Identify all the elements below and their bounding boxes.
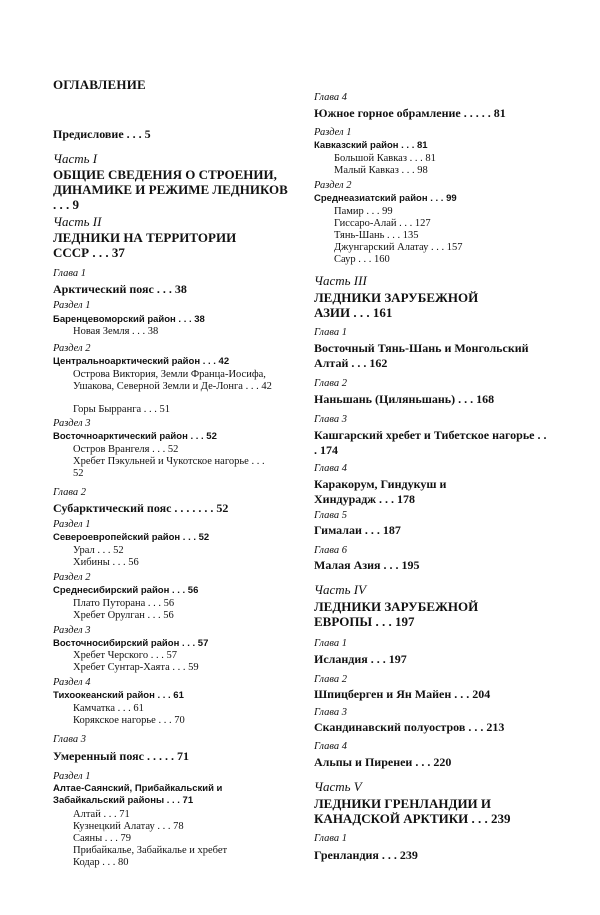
chapter-label: Глава 3 <box>314 414 347 425</box>
section-label: Раздел 3 <box>53 625 91 636</box>
section-label: Раздел 4 <box>53 677 91 688</box>
chapter-label: Глава 3 <box>314 707 347 718</box>
toc-entry-subsection[interactable]: Алтай . . . 71 <box>73 809 130 820</box>
toc-entry-subsection[interactable]: Прибайкалье, Забайкалье и хребет Кодар . . . 80 <box>73 845 228 868</box>
part-label: Часть II <box>53 214 102 229</box>
toc-entry-chapter[interactable]: Гималаи . . . 187 <box>314 523 401 537</box>
toc-entry-chapter[interactable]: Субарктический пояс . . . . . . . 52 <box>53 501 229 515</box>
toc-entry-part-2[interactable]: ЛЕДНИКИ НА ТЕРРИТОРИИ СССР . . . 37 <box>53 230 237 260</box>
toc-entry-chapter[interactable]: Восточный Тянь-Шань и Монгольский Алтай . . . 162 <box>314 341 529 370</box>
toc-entry-subsection[interactable]: Малый Кавказ . . . 98 <box>334 165 428 176</box>
toc-entry-section[interactable]: Кавказский район . . . 81 <box>314 140 428 151</box>
toc-entry-subsection[interactable]: Большой Кавказ . . . 81 <box>334 153 436 164</box>
chapter-label: Глава 1 <box>314 638 347 649</box>
toc-entry-subsection[interactable]: Саур . . . 160 <box>334 254 390 265</box>
toc-entry-section[interactable]: Среднеазиатский район . . . 99 <box>314 193 457 204</box>
section-label: Раздел 1 <box>53 300 91 311</box>
toc-entry-subsection[interactable]: Горы Бырранга . . . 51 <box>73 404 171 415</box>
toc-entry-chapter[interactable]: Исландия . . . 197 <box>314 652 407 666</box>
toc-entry-part-5[interactable]: ЛЕДНИКИ ГРЕНЛАНДИИ И КАНАДСКОЙ АРКТИКИ . . . 239 <box>314 796 511 826</box>
toc-entry-section[interactable]: Восточносибирский район . . . 57 <box>53 638 209 649</box>
toc-entry-chapter[interactable]: Арктический пояс . . . 38 <box>53 282 187 296</box>
toc-entry-section[interactable]: Баренцевоморский район . . . 38 <box>53 314 205 325</box>
toc-entry-subsection[interactable]: Памир . . . 99 <box>334 206 393 217</box>
toc-entry-subsection[interactable]: Урал . . . 52 <box>73 545 124 556</box>
chapter-label: Глава 2 <box>53 487 86 498</box>
chapter-label: Глава 4 <box>314 463 347 474</box>
section-label: Раздел 3 <box>53 418 91 429</box>
toc-entry-subsection[interactable]: Гиссаро-Алай . . . 127 <box>334 218 431 229</box>
toc-entry-section[interactable]: Североевропейский район . . . 52 <box>53 532 210 543</box>
chapter-label: Глава 5 <box>314 510 347 521</box>
section-label: Раздел 2 <box>53 572 91 583</box>
toc-entry-section[interactable]: Центральноарктический район . . . 42 <box>53 356 230 367</box>
chapter-label: Глава 4 <box>314 741 347 752</box>
toc-entry-section[interactable]: Восточноарктический район . . . 52 <box>53 431 217 442</box>
part-label: Часть III <box>314 273 367 288</box>
toc-entry-subsection[interactable]: Хибины . . . 56 <box>73 557 139 568</box>
toc-entry-chapter[interactable]: Каракорум, Гиндукуш и Хиндурадж . . . 178 <box>314 477 447 506</box>
toc-entry-part-3[interactable]: ЛЕДНИКИ ЗАРУБЕЖНОЙ АЗИИ . . . 161 <box>314 290 479 320</box>
toc-entry-preface[interactable]: Предисловие . . . 5 <box>53 127 151 141</box>
section-label: Раздел 1 <box>53 519 91 530</box>
toc-heading: ОГЛАВЛЕНИЕ <box>53 77 146 92</box>
toc-entry-chapter[interactable]: Скандинавский полуостров . . . 213 <box>314 720 505 734</box>
toc-entry-subsection[interactable]: Хребет Сунтар-Хаята . . . 59 <box>73 662 199 673</box>
part-label: Часть IV <box>314 582 367 597</box>
toc-entry-section[interactable]: Тихоокеанский район . . . 61 <box>53 690 184 701</box>
toc-entry-subsection[interactable]: Хребет Орулган . . . 56 <box>73 610 174 621</box>
toc-entry-subsection[interactable]: Хребет Черского . . . 57 <box>73 650 177 661</box>
toc-entry-section[interactable]: Алтае-Саянский, Прибайкальский и Забайкальский районы . . . 71 <box>53 783 223 806</box>
chapter-label: Глава 2 <box>314 378 347 389</box>
toc-entry-subsection[interactable]: Кузнецкий Алатау . . . 78 <box>73 821 184 832</box>
toc-entry-chapter[interactable]: Кашгарский хребет и Тибетское нагорье . . . 174 <box>314 428 547 457</box>
section-label: Раздел 2 <box>53 343 91 354</box>
toc-entry-chapter[interactable]: Южное горное обрамление . . . . . 81 <box>314 106 506 120</box>
toc-entry-subsection[interactable]: Саяны . . . 79 <box>73 833 132 844</box>
chapter-label: Глава 1 <box>53 268 86 279</box>
toc-entry-chapter[interactable]: Шпицберген и Ян Майен . . . 204 <box>314 687 491 701</box>
toc-entry-chapter[interactable]: Альпы и Пиренеи . . . 220 <box>314 755 452 769</box>
toc-entry-subsection[interactable]: Корякское нагорье . . . 70 <box>73 715 185 726</box>
chapter-label: Глава 6 <box>314 545 347 556</box>
toc-entry-chapter[interactable]: Умеренный пояс . . . . . 71 <box>53 749 189 763</box>
toc-entry-subsection[interactable]: Остров Врангеля . . . 52 <box>73 444 179 455</box>
toc-entry-subsection[interactable]: Новая Земля . . . 38 <box>73 326 159 337</box>
chapter-label: Глава 4 <box>314 92 347 103</box>
toc-entry-subsection[interactable]: Камчатка . . . 61 <box>73 703 144 714</box>
toc-entry-chapter[interactable]: Малая Азия . . . 195 <box>314 558 420 572</box>
toc-entry-part-1[interactable]: ОБЩИЕ СВЕДЕНИЯ О СТРОЕНИИ, ДИНАМИКЕ И РЕЖИМЕ ЛЕДНИКОВ . . . 9 <box>53 167 288 212</box>
chapter-label: Глава 3 <box>53 734 86 745</box>
part-label: Часть I <box>53 151 98 166</box>
toc-entry-subsection[interactable]: Тянь-Шань . . . 135 <box>334 230 419 241</box>
toc-entry-section[interactable]: Среднесибирский район . . . 56 <box>53 585 199 596</box>
part-label: Часть V <box>314 779 362 794</box>
section-label: Раздел 1 <box>53 771 91 782</box>
chapter-label: Глава 2 <box>314 674 347 685</box>
chapter-label: Глава 1 <box>314 327 347 338</box>
toc-entry-chapter[interactable]: Наньшань (Циляньшань) . . . 168 <box>314 392 495 406</box>
section-label: Раздел 2 <box>314 180 352 191</box>
toc-entry-part-4[interactable]: ЛЕДНИКИ ЗАРУБЕЖНОЙ ЕВРОПЫ . . . 197 <box>314 599 479 629</box>
toc-entry-chapter[interactable]: Гренландия . . . 239 <box>314 848 418 862</box>
toc-entry-subsection[interactable]: Плато Путорана . . . 56 <box>73 598 175 609</box>
chapter-label: Глава 1 <box>314 833 347 844</box>
toc-entry-subsection[interactable]: Хребет Пэкульней и Чукотское нагорье . . . 52 <box>73 456 265 479</box>
toc-entry-subsection[interactable]: Острова Виктория, Земли Франца-Иосифа, Ушакова, Северной Земли и Де-Лонга . . . 42 <box>73 369 272 392</box>
toc-entry-subsection[interactable]: Джунгарский Алатау . . . 157 <box>334 242 463 253</box>
section-label: Раздел 1 <box>314 127 352 138</box>
